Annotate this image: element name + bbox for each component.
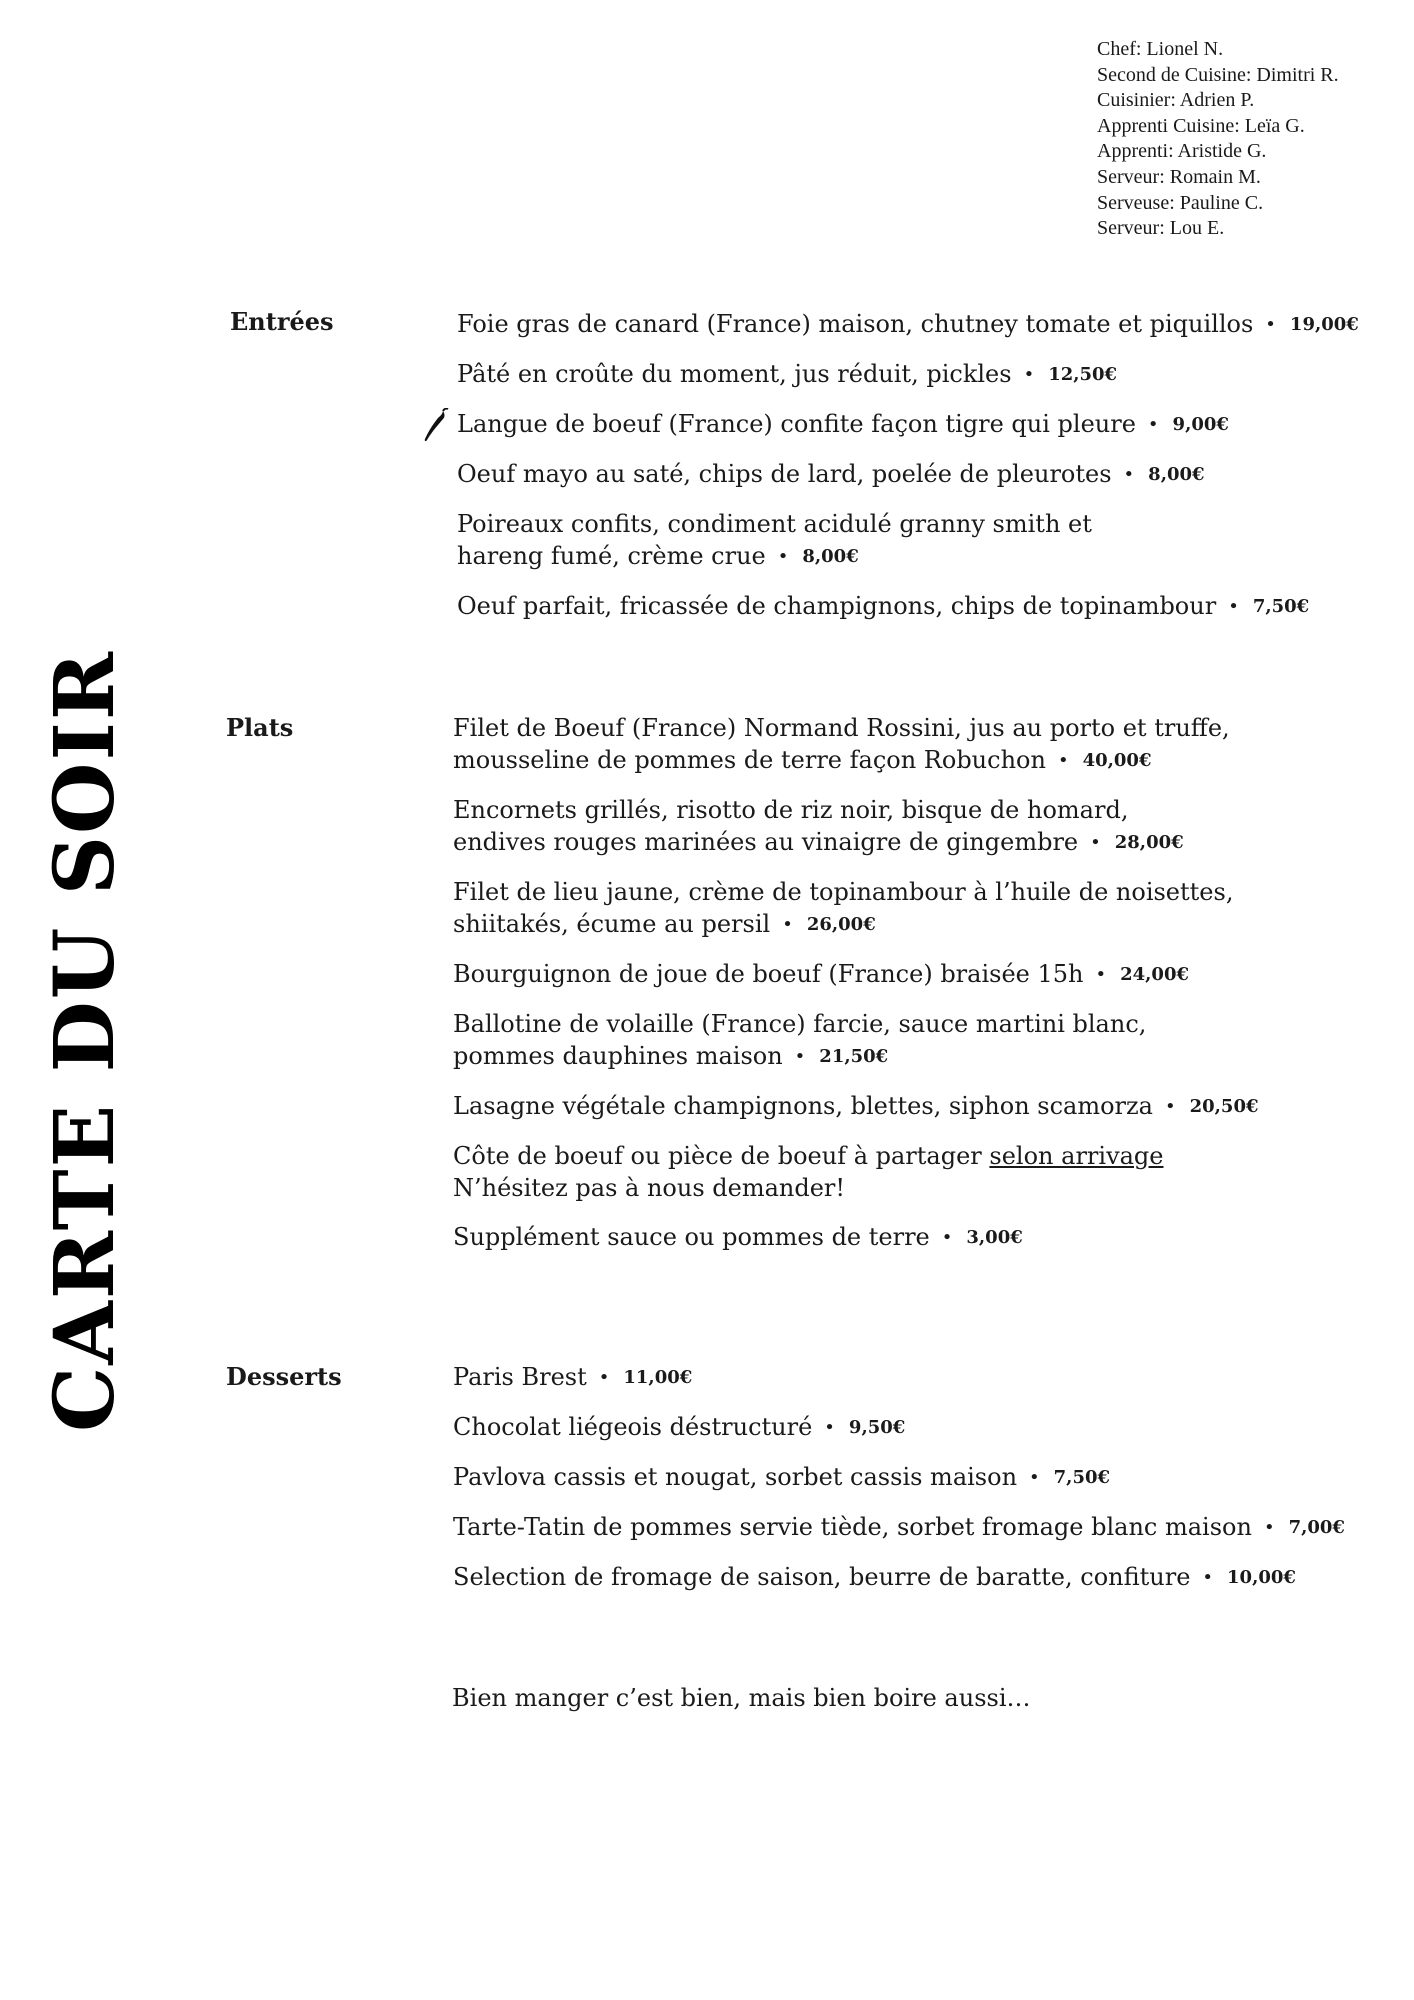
menu-item <box>453 1140 1393 1204</box>
item-text: Langue de boeuf (France) confite façon tigre qui pleure <box>457 410 1136 438</box>
separator-dot: • <box>1147 414 1159 435</box>
separator-dot: • <box>1228 596 1239 617</box>
staff-line: Second de Cuisine: Dimitri R. <box>1097 63 1339 86</box>
separator-dot: • <box>824 1417 835 1438</box>
menu-item <box>457 408 1397 441</box>
menu-item <box>457 308 1397 341</box>
item-price: 20,50€ <box>1189 1096 1259 1117</box>
item-price: 28,00€ <box>1114 832 1184 853</box>
item-price: 9,00€ <box>1172 414 1229 435</box>
item-text: Foie gras de canard (France) maison, chutney tomate et piquillos <box>457 310 1254 338</box>
section-title-entrees: Entrées <box>230 307 334 336</box>
section-plats <box>453 712 1393 1271</box>
item-price: 12,50€ <box>1048 364 1118 385</box>
menu-item <box>457 458 1397 491</box>
item-text: Ballotine de volaille (France) farcie, sauce martini blanc, <box>453 1010 1147 1038</box>
menu-item <box>457 358 1397 391</box>
menu-item <box>453 1411 1393 1444</box>
item-price: 7,50€ <box>1252 596 1310 617</box>
separator-dot: • <box>1123 464 1135 485</box>
menu-item <box>453 1090 1393 1123</box>
item-price: 7,50€ <box>1053 1467 1111 1488</box>
section-title-desserts: Desserts <box>226 1362 342 1391</box>
item-price: 24,00€ <box>1120 964 1189 985</box>
item-text-underlined: selon arrivage <box>989 1142 1164 1170</box>
separator-dot: • <box>1265 314 1276 335</box>
item-price: 40,00€ <box>1082 750 1152 771</box>
menu-item <box>453 1561 1393 1594</box>
item-text: Tarte-Tatin de pommes servie tiède, sorbet fromage blanc maison <box>453 1513 1252 1541</box>
staff-line: Serveur: Lou E. <box>1097 217 1225 240</box>
item-text: Poireaux confits, condiment acidulé granny smith et <box>457 510 1092 538</box>
item-price: 21,50€ <box>819 1046 889 1067</box>
separator-dot: • <box>1202 1567 1214 1588</box>
item-text: N’hésitez pas à nous demander! <box>453 1174 846 1202</box>
separator-dot: • <box>777 546 789 567</box>
separator-dot: • <box>941 1227 953 1248</box>
separator-dot: • <box>1023 364 1035 385</box>
section-desserts <box>453 1361 1393 1611</box>
menu-item <box>453 1008 1393 1073</box>
page-title: CARTE DU SOIR <box>37 650 133 1432</box>
item-text: Chocolat liégeois déstructuré <box>453 1413 813 1441</box>
item-text: shiitakés, écume au persil <box>453 910 771 938</box>
item-text: Bourguignon de joue de boeuf (France) braisée 15h <box>453 960 1084 988</box>
item-price: 8,00€ <box>1148 464 1205 485</box>
menu-item <box>457 590 1397 623</box>
section-entrees <box>457 308 1397 640</box>
menu-item <box>453 1361 1393 1394</box>
item-price: 3,00€ <box>966 1227 1023 1248</box>
separator-dot: • <box>1029 1467 1040 1488</box>
menu-item <box>453 958 1393 991</box>
item-text: Oeuf parfait, fricassée de champignons, chips de topinambour <box>457 592 1217 620</box>
item-text: Oeuf mayo au saté, chips de lard, poelée de pleurotes <box>457 460 1112 488</box>
item-price: 26,00€ <box>806 914 876 935</box>
separator-dot: • <box>1263 1517 1275 1538</box>
item-text: Lasagne végétale champignons, blettes, siphon scamorza <box>453 1092 1153 1120</box>
staff-line: Apprenti Cuisine: Leïa G. <box>1097 114 1305 137</box>
item-text: Paris Brest <box>453 1363 587 1391</box>
item-price: 9,50€ <box>848 1417 906 1438</box>
separator-dot: • <box>1090 832 1101 853</box>
item-text: Filet de lieu jaune, crème de topinambour à l’huile de noisettes, <box>453 878 1234 906</box>
separator-dot: • <box>1164 1096 1176 1117</box>
menu-item <box>453 876 1393 941</box>
separator-dot: • <box>794 1046 806 1067</box>
staff-line: Serveur: Romain M. <box>1097 165 1261 188</box>
separator-dot: • <box>1057 750 1069 771</box>
menu-item <box>453 712 1393 777</box>
staff-line: Cuisinier: Adrien P. <box>1097 89 1255 112</box>
item-price: 19,00€ <box>1289 314 1359 335</box>
menu-item <box>453 794 1393 859</box>
closing-text: Bien manger c’est bien, mais bien boire aussi… <box>452 1684 1031 1712</box>
item-price: 10,00€ <box>1227 1567 1296 1588</box>
item-price: 8,00€ <box>802 546 859 567</box>
item-text: mousseline de pommes de terre façon Robuchon <box>453 746 1046 774</box>
menu-item <box>457 508 1397 573</box>
item-text: Pavlova cassis et nougat, sorbet cassis maison <box>453 1463 1018 1491</box>
staff-line: Chef: Lionel N. <box>1097 38 1224 60</box>
separator-dot: • <box>782 914 793 935</box>
separator-dot: • <box>598 1367 610 1388</box>
item-text: Côte de boeuf ou pièce de boeuf à partager <box>453 1142 990 1170</box>
staff-list <box>1097 37 1339 242</box>
item-text: Filet de Boeuf (France) Normand Rossini, jus au porto et truffe, <box>453 714 1230 742</box>
item-text: endives rouges marinées au vinaigre de gingembre <box>453 828 1079 856</box>
item-price: 11,00€ <box>623 1367 693 1388</box>
item-text: Selection de fromage de saison, beurre de baratte, confiture <box>453 1563 1191 1591</box>
separator-dot: • <box>1095 964 1107 985</box>
chili-pepper-icon <box>423 408 451 444</box>
menu-item <box>453 1511 1393 1544</box>
item-text: Supplément sauce ou pommes de terre <box>453 1223 930 1251</box>
item-text: Pâté en croûte du moment, jus réduit, pickles <box>457 360 1012 388</box>
staff-line: Serveuse: Pauline C. <box>1097 191 1264 214</box>
staff-line: Apprenti: Aristide G. <box>1097 140 1267 163</box>
menu-item <box>453 1461 1393 1494</box>
item-text: Encornets grillés, risotto de riz noir, bisque de homard, <box>453 796 1129 824</box>
menu-item <box>453 1221 1393 1254</box>
item-text: hareng fumé, crème crue <box>457 542 766 570</box>
item-price: 7,00€ <box>1288 1517 1345 1538</box>
item-text: pommes dauphines maison <box>453 1042 783 1070</box>
section-title-plats: Plats <box>226 713 294 742</box>
